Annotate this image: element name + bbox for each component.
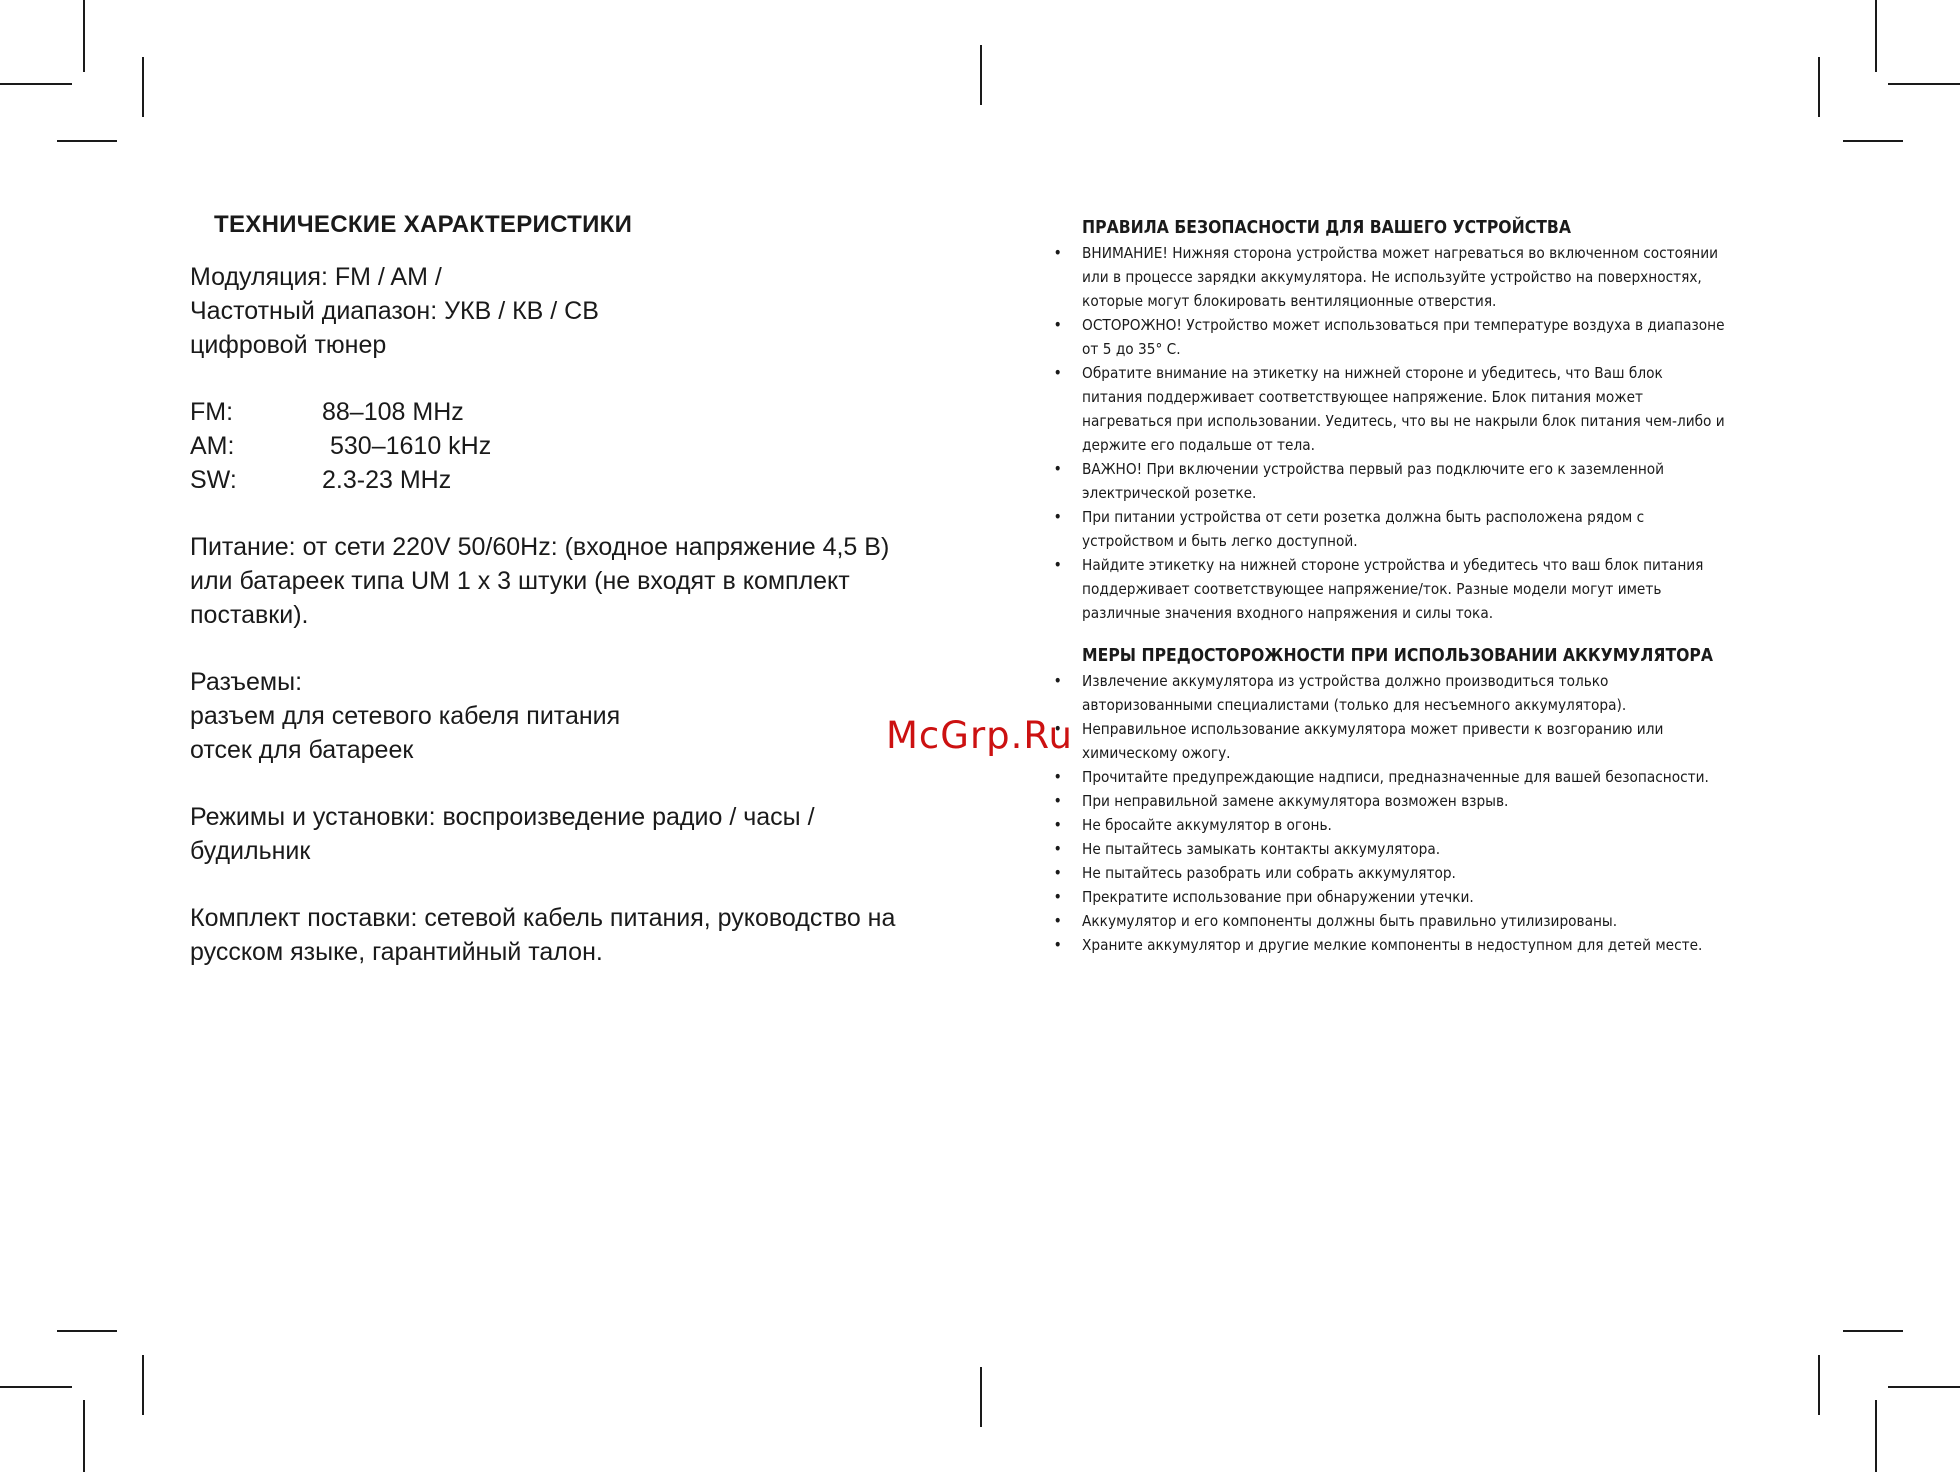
band-label: AM: — [190, 432, 235, 460]
crop-mark — [1843, 1330, 1903, 1332]
crop-mark — [57, 1330, 117, 1332]
crop-mark — [1888, 83, 1960, 85]
band-value: 2.3-23 MHz — [322, 466, 452, 494]
modes-line: будильник — [190, 837, 311, 865]
package-line: Комплект поставки: сетевой кабель питания, руководство на — [190, 904, 896, 932]
freq-range-line: Частотный диапазон: УКВ / КВ / СВ — [190, 297, 599, 325]
crop-mark — [83, 0, 85, 72]
battery-heading: МЕРЫ ПРЕДОСТОРОЖНОСТИ ПРИ ИСПОЛЬЗОВАНИИ АККУМУЛЯТОРА — [1082, 646, 1714, 666]
list-item: • ВНИМАНИЕ! Нижняя сторона устройства может нагреваться во включенном состоянии или в процессе зарядки аккумулятора. Не используйте устройство на поверхностях, которые могут блокировать вентиляционные отверстия. — [1050, 241, 1726, 313]
safety-heading: ПРАВИЛА БЕЗОПАСНОСТИ ДЛЯ ВАШЕГО УСТРОЙСТВА — [1082, 218, 1571, 238]
battery-list — [1050, 669, 1726, 957]
package-line: русском языке, гарантийный талон. — [190, 938, 603, 966]
crop-mark — [980, 1367, 982, 1427]
connectors-line: разъем для сетевого кабеля питания — [190, 702, 621, 730]
power-line: или батареек типа UM 1 x 3 штуки (не входят в комплект — [190, 567, 850, 595]
connectors-line: отсек для батареек — [190, 736, 414, 764]
list-item: • Храните аккумулятор и другие мелкие компоненты в недоступном для детей месте. — [1050, 933, 1726, 957]
modes-line: Режимы и установки: воспроизведение радио / часы / — [190, 803, 815, 831]
list-item: • Извлечение аккумулятора из устройства должно производиться только авторизованными специалистами (только для несъемного аккумулятора). — [1050, 669, 1726, 717]
band-label: FM: — [190, 398, 234, 426]
list-item: • Прекратите использование при обнаружении утечки. — [1050, 885, 1726, 909]
list-item: • Не бросайте аккумулятор в огонь. — [1050, 813, 1726, 837]
band-value: 88–108 MHz — [322, 398, 464, 426]
power-line: поставки). — [190, 601, 309, 629]
crop-mark — [142, 57, 144, 117]
crop-mark — [1888, 1386, 1960, 1388]
band-sw — [190, 463, 950, 497]
modulation-line: Модуляция: FM / AM / — [190, 263, 442, 291]
band-fm — [190, 395, 950, 429]
list-item: • Аккумулятор и его компоненты должны быть правильно утилизированы. — [1050, 909, 1726, 933]
list-item: • Не пытайтесь разобрать или собрать аккумулятор. — [1050, 861, 1726, 885]
list-item: • Неправильное использование аккумулятора может привести к возгоранию или химическому ожогу. — [1050, 717, 1726, 765]
power-line: Питание: от сети 220V 50/60Hz: (входное напряжение 4,5 В) — [190, 533, 890, 561]
list-item: • При питании устройства от сети розетка должна быть расположена рядом с устройством и быть легко доступной. — [1050, 505, 1726, 553]
specs-heading: ТЕХНИЧЕСКИЕ ХАРАКТЕРИСТИКИ — [214, 211, 633, 238]
safety-column — [1050, 215, 1726, 957]
safety-list — [1050, 241, 1726, 625]
crop-mark — [0, 83, 72, 85]
crop-mark — [1875, 0, 1877, 72]
list-item: • Прочитайте предупреждающие надписи, предназначенные для вашей безопасности. — [1050, 765, 1726, 789]
list-item: • При неправильной замене аккумулятора возможен взрыв. — [1050, 789, 1726, 813]
specs-section — [190, 210, 950, 969]
tuner-line: цифровой тюнер — [190, 331, 387, 359]
crop-mark — [142, 1355, 144, 1415]
list-item: • ВАЖНО! При включении устройства первый раз подключите его к заземленной электрической розетке. — [1050, 457, 1726, 505]
list-item: • Не пытайтесь замыкать контакты аккумулятора. — [1050, 837, 1726, 861]
crop-mark — [57, 140, 117, 142]
watermark-logo: McGrp.Ru — [886, 714, 1073, 757]
band-value: 530–1610 kHz — [330, 432, 492, 460]
connectors-line: Разъемы: — [190, 668, 303, 696]
crop-mark — [980, 45, 982, 105]
band-label: SW: — [190, 466, 237, 494]
list-item: • Обратите внимание на этикетку на нижней стороне и убедитесь, что Ваш блок питания поддерживает соответствующее напряжение. Блок питания может нагреваться при использовании. Уедитесь, что вы не накрыли блок питания чем-либо и держите его подальше от тела. — [1050, 361, 1726, 457]
crop-mark — [1818, 1355, 1820, 1415]
crop-mark — [0, 1386, 72, 1388]
crop-mark — [1843, 140, 1903, 142]
crop-mark — [1875, 1400, 1877, 1472]
list-item: • Найдите этикетку на нижней стороне устройства и убедитесь что ваш блок питания поддерживает соответствующее напряжение/ток. Разные модели могут иметь различные значения входного напряжения и силы тока. — [1050, 553, 1726, 625]
crop-mark — [1818, 57, 1820, 117]
crop-mark — [83, 1400, 85, 1472]
list-item: • ОСТОРОЖНО! Устройство может использоваться при температуре воздуха в диапазоне от 5 до 35° С. — [1050, 313, 1726, 361]
band-am — [190, 429, 950, 463]
